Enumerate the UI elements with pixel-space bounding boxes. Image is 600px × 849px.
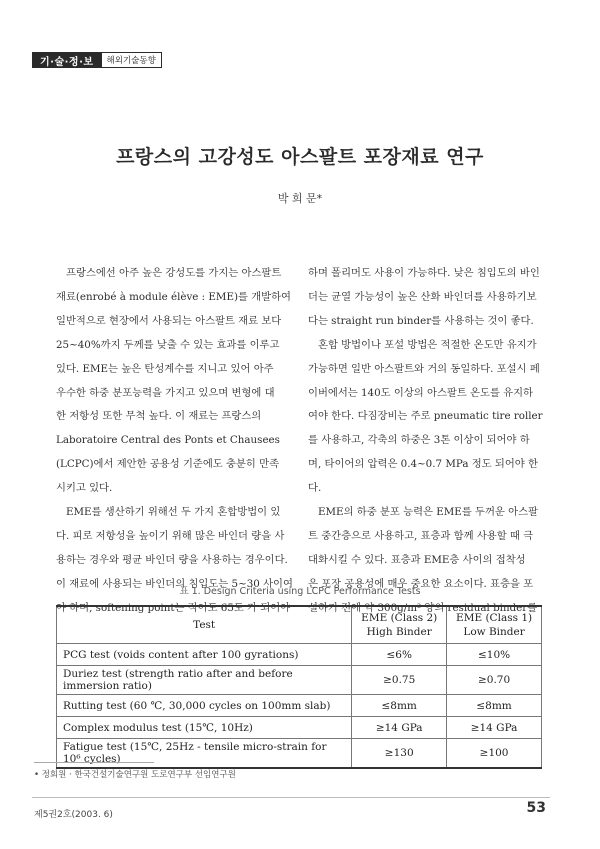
- body-line: 일반적으로 현장에서 사용되는 아스팔트 재료 보다: [56, 314, 282, 327]
- test-name: Complex modulus test (15℃, 10Hz): [57, 717, 352, 739]
- class2-value: ≥14 GPa: [352, 717, 447, 739]
- issue-info: 제5권2호(2003. 6): [34, 810, 113, 820]
- class1-value: ≥100: [447, 739, 542, 769]
- body-line: 를 사용하고, 각축의 하중은 3톤 이상이 되어야 하: [308, 434, 530, 447]
- body-line: 재료(enrobé à module élève : EME)를 개발하여: [56, 290, 291, 303]
- table-row: [57, 717, 542, 739]
- body-line: 은 포장 공용성에 매우 중요한 요소이다. 표층을 포: [308, 577, 534, 590]
- header-class1: [447, 606, 542, 644]
- footer-divider: [32, 797, 550, 798]
- body-line: 다. 피로 저항성을 높이기 위해 많은 바인더 량을 사: [56, 529, 285, 542]
- footnote-divider: [34, 762, 154, 763]
- section-label: 기·술·정·보: [32, 52, 102, 68]
- body-line: 트 중간층으로 사용하고, 표층과 함께 사용할 때 극: [308, 529, 534, 542]
- body-line: Laboratoire Central des Ponts et Chausees: [56, 434, 280, 447]
- test-name: Rutting test (60 ℃, 30,000 cycles on 100mm slab): [57, 695, 352, 717]
- body-line: 더는 균열 가능성이 높은 산화 바인더를 사용하기보: [308, 290, 537, 303]
- class2-value: ≤6%: [352, 644, 447, 666]
- section-tag: [32, 52, 162, 68]
- table-row: [57, 644, 542, 666]
- body-line: 다는 straight run binder를 사용하는 것이 좋다.: [308, 314, 534, 327]
- header-class2: [352, 606, 447, 644]
- class1-value: ≥14 GPa: [447, 717, 542, 739]
- body-line: 야 하며, softening point는 적어도 65도 가 되어야: [56, 601, 291, 614]
- body-line: 있다. EME는 높은 탄성계수를 지니고 있어 아주: [56, 362, 274, 375]
- author: 박 희 문*: [277, 192, 323, 205]
- class1-value: ≤10%: [447, 644, 542, 666]
- body-line: 용하는 경우와 평균 바인더 량을 사용하는 경우이다.: [56, 553, 288, 566]
- header-class2-line1: EME (Class 2): [361, 612, 438, 624]
- body-line: 하며 폴리머도 사용이 가능하다. 낮은 침입도의 바인: [308, 267, 540, 279]
- body-line: (LCPC)에서 제안한 공용성 기준에도 충분히 만족: [56, 458, 280, 471]
- body-line: 한 저항성 또한 무척 높다. 이 재료는 프랑스의: [56, 410, 262, 423]
- body-line: 이버에서는 140도 이상의 아스팔트 온도를 유지하: [308, 386, 534, 399]
- body-line: 대화시킬 수 있다. 표층과 EME층 사이의 접착성: [308, 553, 526, 566]
- test-name: Fatigue test (15℃, 25Hz - tensile micro-strain for 10⁶ cycles): [57, 739, 352, 769]
- right-column: [308, 262, 542, 621]
- design-criteria-table: [56, 605, 542, 769]
- body-line: 설하기 전에 약 300g/m² 양의 residual binder를: [308, 601, 538, 614]
- header-class1-line2: Low Binder: [463, 626, 525, 638]
- body-line: 며, 타이어의 압력은 0.4~0.7 MPa 정도 되어야 한: [308, 458, 538, 471]
- body-line: 혼합 방법이나 포설 방법은 적절한 온도만 유지가: [318, 338, 537, 351]
- body-line: 가능하면 일반 아스팔트와 거의 동일하다. 포설시 페: [308, 362, 540, 375]
- class1-value: ≥0.70: [447, 666, 542, 695]
- header-class1-line1: EME (Class 1): [456, 612, 533, 624]
- body-line: 여야 한다. 다짐장비는 주로 pneumatic tire roller: [308, 410, 543, 423]
- test-name: Duriez test (strength ratio after and before immersion ratio): [57, 666, 352, 695]
- body-line: EME를 생산하기 위해선 두 가지 혼합방법이 있: [66, 506, 281, 519]
- page-number: 53: [526, 800, 546, 816]
- table-caption: 표 1. Design Criteria using LCPC Performance Tests: [179, 586, 421, 597]
- class1-value: ≤8mm: [447, 695, 542, 717]
- table-row: [57, 739, 542, 769]
- table-header-row: [57, 606, 542, 644]
- table-row: [57, 666, 542, 695]
- body-line: 우수한 하중 분포능력을 가지고 있으며 변형에 대: [56, 386, 275, 399]
- class2-value: ≥130: [352, 739, 447, 769]
- article-title: 프랑스의 고강성도 아스팔트 포장재료 연구: [116, 146, 484, 168]
- subsection-label: 해외기술동향: [102, 52, 162, 68]
- body-line: EME의 하중 분포 능력은 EME를 두꺼운 아스팔: [318, 506, 538, 519]
- body-line: 이 재료에 사용되는 바인더의 침입도는 5~30 사이여: [56, 577, 293, 590]
- header-test: Test: [57, 606, 352, 644]
- body-line: 시키고 있다.: [56, 482, 113, 495]
- author-footnote: • 정회원 · 한국건설기술연구원 도로연구부 선임연구원: [34, 770, 236, 780]
- test-name: PCG test (voids content after 100 gyrations): [57, 644, 352, 666]
- body-line: 프랑스에선 아주 높은 강성도를 가지는 아스팔트: [66, 267, 282, 279]
- body-line: 25~40%까지 두께를 낮출 수 있는 효과를 이루고: [56, 338, 280, 351]
- left-column: [56, 262, 293, 621]
- table-row: [57, 695, 542, 717]
- header-class2-line2: High Binder: [366, 626, 432, 638]
- class2-value: ≥0.75: [352, 666, 447, 695]
- body-line: 다.: [308, 482, 322, 495]
- class2-value: ≤8mm: [352, 695, 447, 717]
